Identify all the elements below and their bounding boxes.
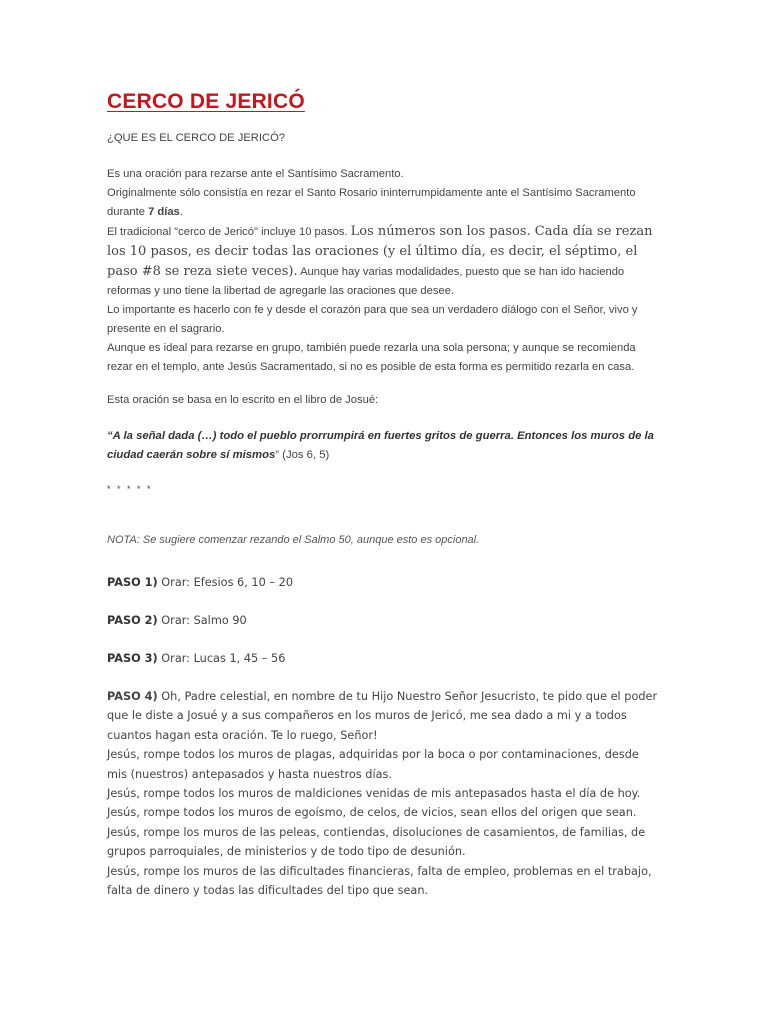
- step-4-intro: [107, 687, 662, 745]
- intro-paragraph-3-text: El tradicional "cerco de Jericó" incluye 10 pasos.: [107, 226, 351, 238]
- steps-list: [107, 573, 662, 900]
- intro-paragraph-1: Es una oración para rezarse ante el Santísimo Sacramento.: [107, 168, 404, 180]
- step-text: Orar: Salmo 90: [157, 614, 247, 627]
- intro-paragraph-2-text: Originalmente sólo consistía en rezar el Santo Rosario ininterrumpidamente ante el Santísimo Sacramento durante: [107, 187, 636, 218]
- intro-paragraph-3-end: Aunque hay varias modalidades, puesto que se han ido haciendo reformas y uno tiene la libertad de agregarle las oraciones que desee.: [107, 266, 625, 297]
- step-label: PASO 1): [107, 576, 158, 589]
- step-text: Oh, Padre celestial, en nombre de tu Hijo Nuestro Señor Jesucristo, te pido que el poder que le diste a Josué y a sus compañeros en los muros de Jericó, me sea dado a mi y a todos cuantos hagan esta oración. Te lo ruego, Señor!: [107, 690, 658, 742]
- prayer-line: Jesús, rompe todos los muros de plagas, adquiridas por la boca o por contaminaciones, desde mis (nuestros) antepasados y hasta nuestros días.: [107, 748, 639, 781]
- intro-paragraph-3-serif: Los números son los pasos. Cada día se rezan los 10 pasos, es decir todas las oraciones (y el último día, es decir, el séptimo, el paso #8 se reza siete veces).: [107, 224, 653, 279]
- quote-reference: ” (Jos 6, 5): [275, 449, 330, 461]
- intro-paragraph-2-bold: 7 días: [148, 206, 180, 218]
- prayer-line: Jesús, rompe todos los muros de maldiciones venidas de mis antepasados hasta el día de hoy.: [107, 787, 641, 801]
- intro-paragraph-2-end: .: [179, 206, 183, 218]
- separator-stars: * * * * *: [107, 484, 153, 494]
- step-3: [107, 649, 662, 669]
- step-label: PASO 3): [107, 652, 158, 665]
- bible-quote: [107, 427, 662, 465]
- step-1: [107, 573, 662, 593]
- prayer-line: Jesús, rompe todos los muros de egoísmo, de celos, de vicios, sean ellos del origen que sean.: [107, 806, 637, 820]
- step-4: [107, 687, 662, 900]
- section-subtitle: ¿QUE ES EL CERCO DE JERICÓ?: [107, 132, 285, 144]
- prayer-line: Jesús, rompe los muros de las peleas, contiendas, disoluciones de casamientos, de familias, de grupos parroquiales, de ministerios y de todo tipo de desunión.: [107, 825, 646, 859]
- step-label: PASO 2): [107, 614, 158, 627]
- intro-paragraph-5: Aunque es ideal para rezarse en grupo, también puede rezarla una sola persona; y aunque se recomienda rezar en el templo, ante Jesús Sacramentado, si no es posible de esta forma es permitido rezarla en casa.: [107, 342, 636, 373]
- prayer-line: Jesús, rompe los muros de las dificultades financieras, falta de empleo, problemas en el trabajo, falta de dinero y todas las dificultades del tipo que sean.: [107, 864, 652, 898]
- intro-paragraph-4: Lo importante es hacerlo con fe y desde el corazón para que sea un verdadero diálogo con el Señor, vivo y presente en el sagrario.: [107, 304, 638, 335]
- intro-section: [107, 165, 662, 377]
- step-text: Orar: Efesios 6, 10 – 20: [157, 576, 294, 589]
- quote-text: “A la señal dada (…) todo el pueblo prorrumpirá en fuertes gritos de guerra. Entonces los muros de la ciudad caerán sobre sí mismos: [107, 430, 654, 461]
- intro-paragraph-3: [107, 222, 662, 301]
- step-2: [107, 611, 662, 631]
- step-label: PASO 4): [107, 690, 158, 703]
- intro-paragraph-2: [107, 184, 662, 222]
- note-text: NOTA: Se sugiere comenzar rezando el Salmo 50, aunque esto es opcional.: [107, 534, 480, 546]
- basis-text: Esta oración se basa en lo escrito en el libro de Josué:: [107, 394, 379, 406]
- page-title: CERCO DE JERICÓ: [107, 90, 305, 113]
- step-text: Orar: Lucas 1, 45 – 56: [157, 652, 286, 665]
